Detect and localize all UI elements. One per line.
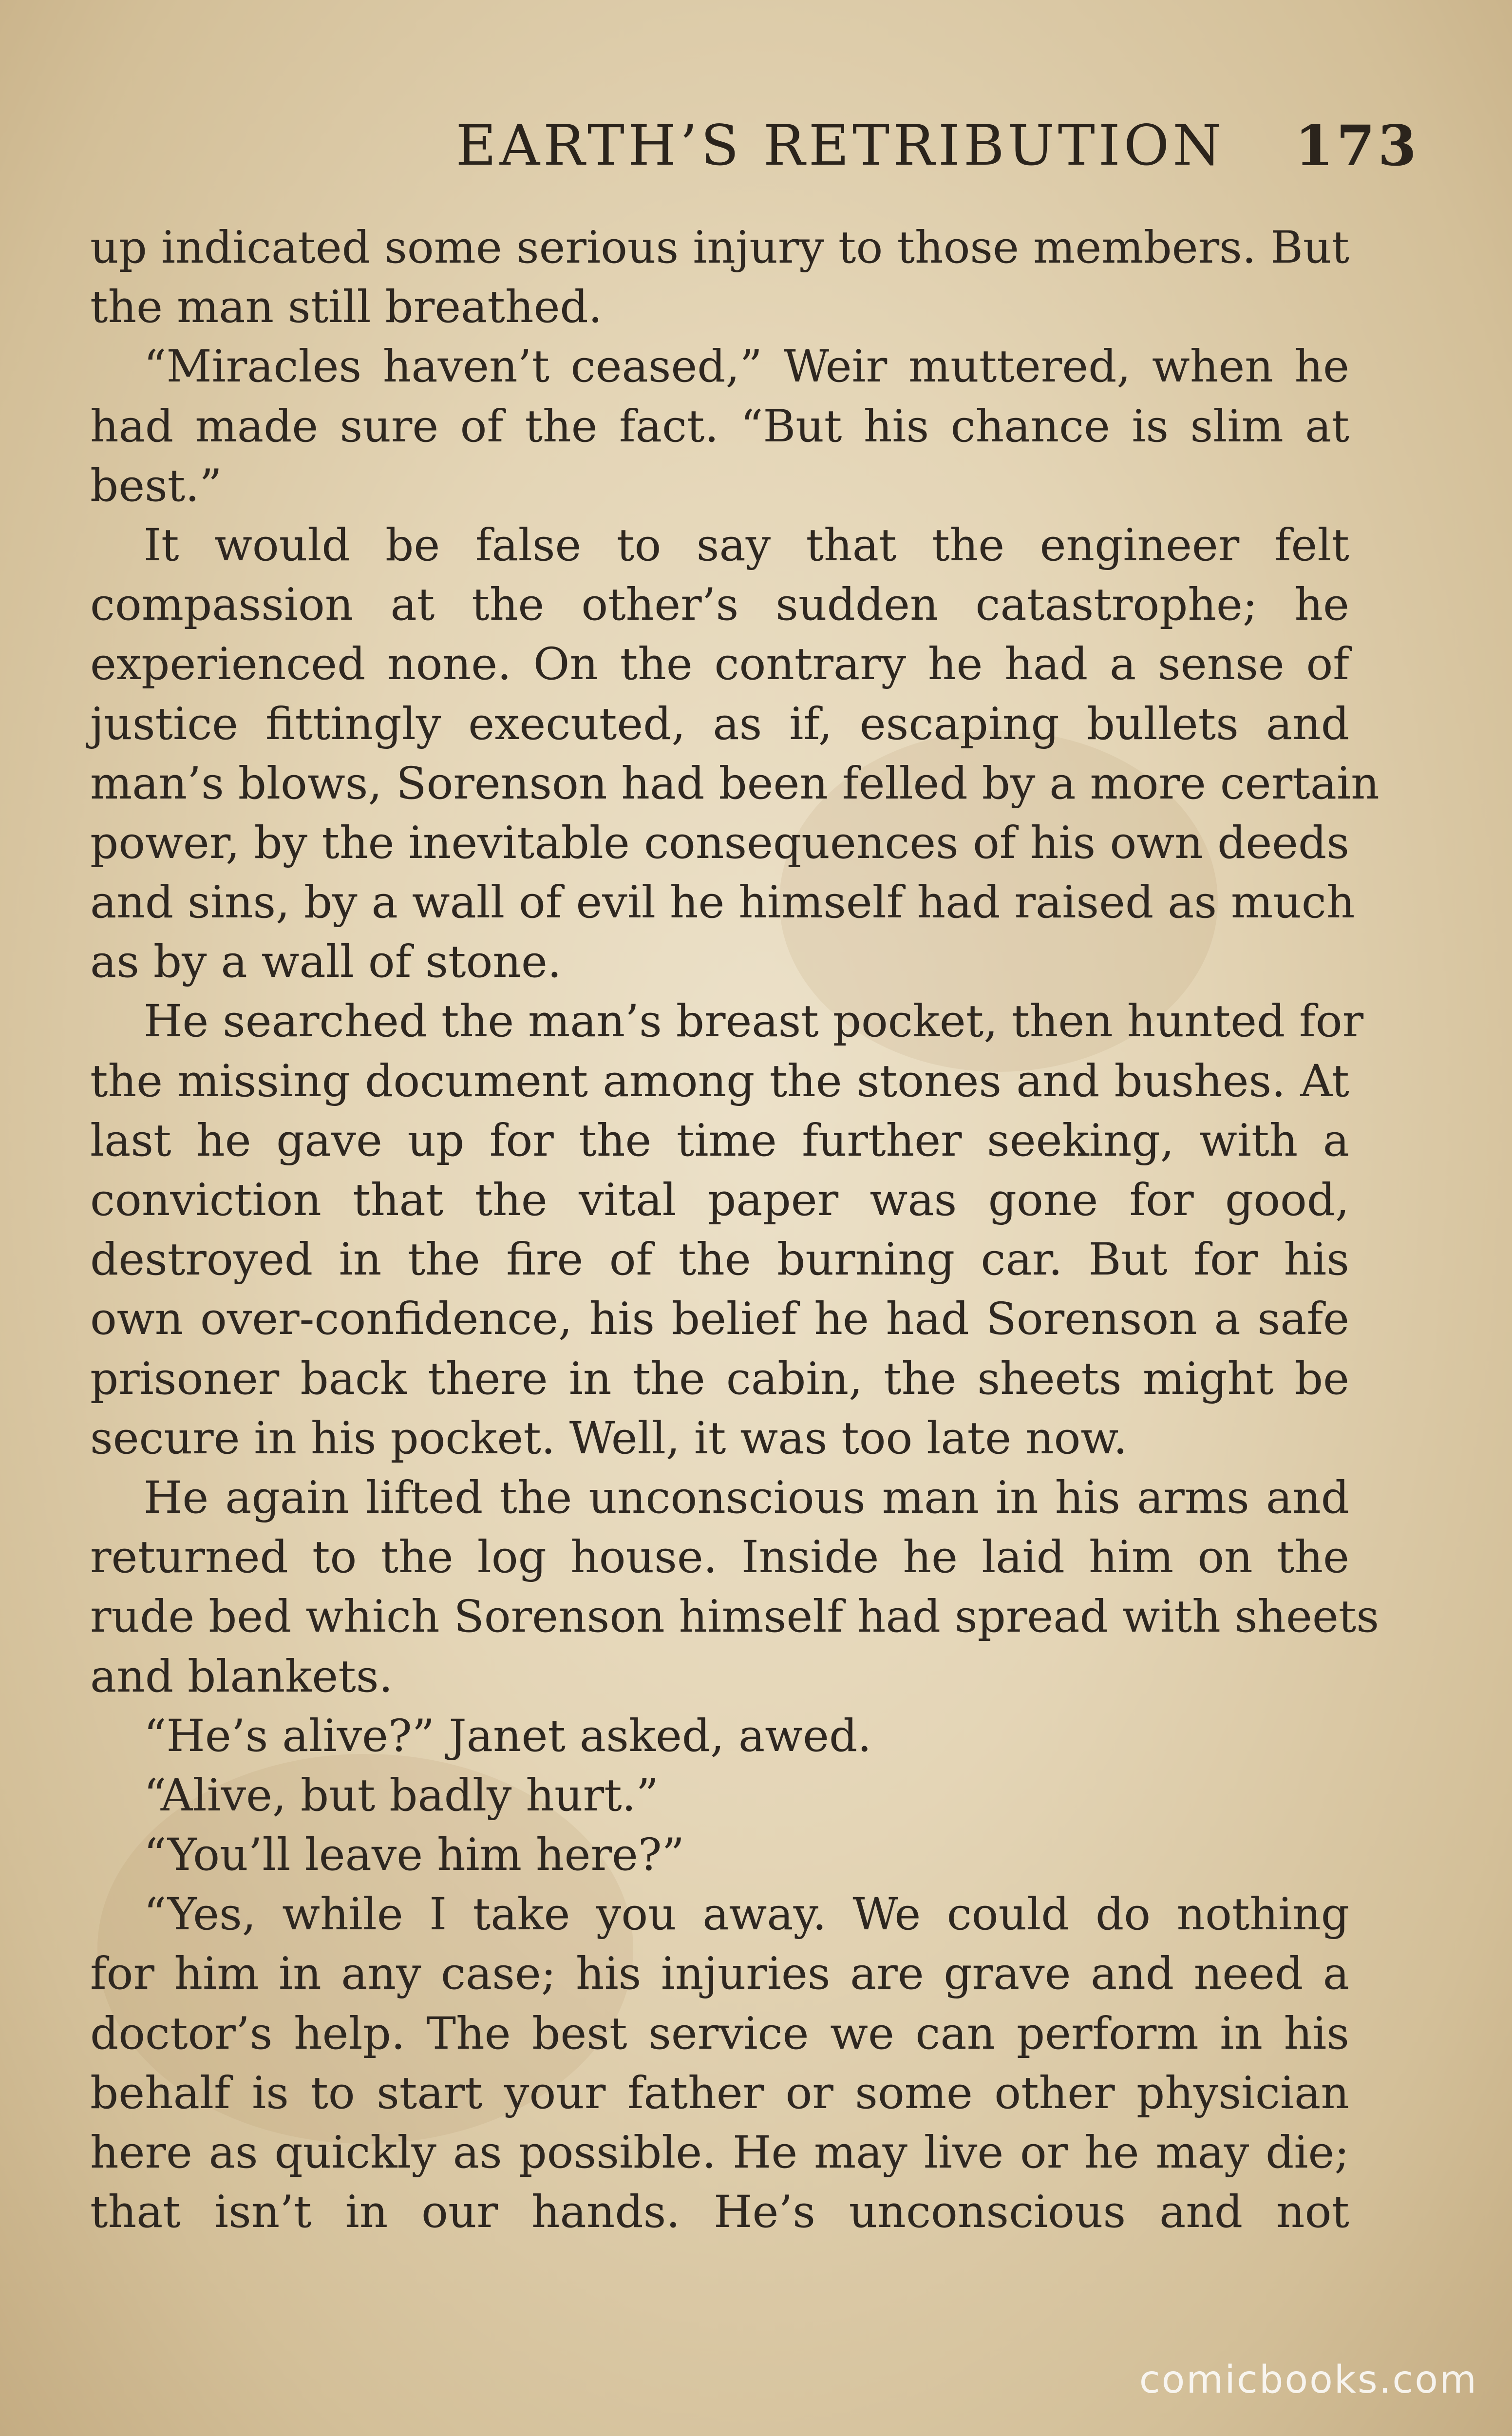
text-line: the man still breathed. — [90, 282, 603, 333]
text-line: and blankets. — [90, 1651, 393, 1702]
body-text — [90, 218, 1380, 2242]
text-line: here as quickly as possible. He may live or he may die; — [90, 2127, 1349, 2178]
text-line: destroyed in the fire of the burning car. But for his — [90, 1234, 1349, 1286]
text-line: justice fittingly executed, as if, escaping bullets and — [90, 698, 1349, 750]
text-line: prisoner back there in the cabin, the sheets might be — [90, 1353, 1349, 1405]
text-line: He again lifted the unconscious man in his arms and — [144, 1472, 1349, 1523]
text-line: It would be false to say that the engineer felt — [144, 519, 1349, 571]
text-line: and sins, by a wall of evil he himself had raised as much — [90, 877, 1355, 929]
text-line: “Alive, but badly hurt.” — [144, 1770, 659, 1821]
text-line: “You’ll leave him here?” — [144, 1829, 685, 1881]
text-line: as by a wall of stone. — [90, 936, 562, 988]
page-number: 173 — [1295, 113, 1419, 178]
text-line: had made sure of the fact. “But his chance is slim at — [90, 400, 1349, 452]
text-line: compassion at the other’s sudden catastrophe; he — [90, 579, 1349, 631]
watermark: comicbooks.com — [1139, 2358, 1478, 2402]
running-head-title: EARTH’S RETRIBUTION — [455, 113, 1225, 178]
text-line: experienced none. On the contrary he had a sense of — [90, 639, 1349, 690]
text-line: “Miracles haven’t ceased,” Weir muttered, when he — [144, 341, 1349, 393]
text-line: last he gave up for the time further seeking, with a — [90, 1115, 1349, 1166]
text-line: the missing document among the stones and bushes. At — [90, 1055, 1349, 1107]
text-line: power, by the inevitable consequences of his own deeds — [90, 817, 1349, 869]
text-line: secure in his pocket. Well, it was too late now. — [90, 1412, 1128, 1464]
text-line: man’s blows, Sorenson had been felled by a more certain — [90, 758, 1380, 809]
running-head — [88, 113, 1419, 191]
text-line: He searched the man’s breast pocket, then hunted for — [144, 996, 1364, 1047]
text-line: best.” — [90, 460, 222, 512]
text-line: doctor’s help. The best service we can perform in his — [90, 2008, 1349, 2059]
text-line: returned to the log house. Inside he laid him on the — [90, 1532, 1349, 1583]
text-line: own over-confidence, his belief he had Sorenson a safe — [90, 1294, 1349, 1345]
text-line: behalf is to start your father or some other physician — [90, 2067, 1349, 2119]
text-line: that isn’t in our hands. He’s unconscious and not — [90, 2187, 1349, 2238]
text-line: for him in any case; his injuries are grave and need a — [90, 1948, 1349, 2000]
text-line: rude bed which Sorenson himself had spread with sheets — [90, 1591, 1380, 1643]
text-line: up indicated some serious injury to those members. But — [90, 222, 1349, 273]
text-line: “Yes, while I take you away. We could do nothing — [144, 1889, 1349, 1941]
text-line: conviction that the vital paper was gone for good, — [90, 1175, 1349, 1226]
text-line: “He’s alive?” Janet asked, awed. — [144, 1710, 872, 1762]
